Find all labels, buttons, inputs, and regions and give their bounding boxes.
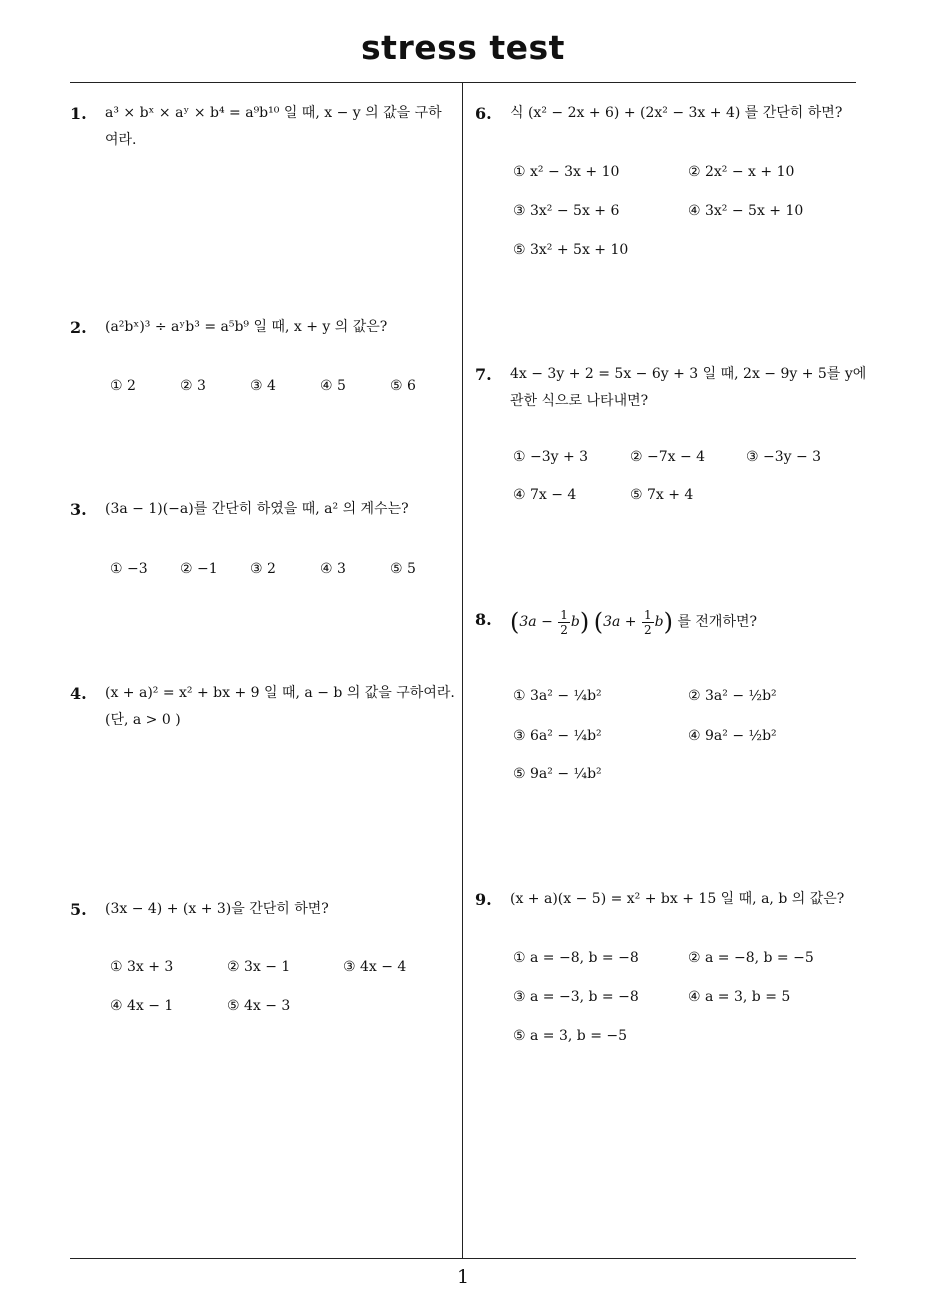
question-text <box>105 680 455 734</box>
answer-option[interactable]: ④ 5 <box>320 378 346 394</box>
answer-option[interactable]: ② 3 <box>180 378 206 394</box>
question-text <box>105 100 442 154</box>
question-text-line-2: 여라. <box>105 132 137 148</box>
answer-option[interactable]: ⑤ 4x − 3 <box>227 998 291 1014</box>
question-number: 2. <box>70 318 87 337</box>
answer-option[interactable]: ④ 3 <box>320 561 346 577</box>
answer-option[interactable]: ⑤ 3x² + 5x + 10 <box>513 242 629 258</box>
answer-option[interactable]: ② a = −8, b = −5 <box>688 950 814 966</box>
answer-option[interactable]: ⑤ a = 3, b = −5 <box>513 1028 628 1044</box>
answer-option[interactable]: ③ 2 <box>250 561 276 577</box>
answer-option[interactable]: ④ 7x − 4 <box>513 487 577 503</box>
answer-option[interactable]: ③ 4 <box>250 378 276 394</box>
answer-option[interactable]: ① 3x + 3 <box>110 959 174 975</box>
answer-option[interactable]: ① −3 <box>110 561 148 577</box>
question-text: (3x − 4) + (x + 3)을 간단히 하면? <box>105 901 329 917</box>
answer-option[interactable]: ④ a = 3, b = 5 <box>688 989 791 1005</box>
answer-option[interactable]: ② 2x² − x + 10 <box>688 164 795 180</box>
answer-option[interactable]: ⑤ 5 <box>390 561 416 577</box>
answer-option[interactable]: ③ 3x² − 5x + 6 <box>513 203 620 219</box>
answer-option[interactable]: ④ 9a² − ½b² <box>688 728 777 744</box>
answer-option[interactable]: ① −3y + 3 <box>513 449 589 465</box>
answer-option[interactable]: ⑤ 7x + 4 <box>630 487 694 503</box>
question-number: 5. <box>70 900 87 919</box>
column-divider <box>462 82 463 1258</box>
question-number: 1. <box>70 104 87 123</box>
question-text-line-2: (단, a > 0 ) <box>105 712 181 728</box>
question-number: 8. <box>475 610 492 629</box>
answer-option[interactable]: ③ 6a² − ¼b² <box>513 728 602 744</box>
answer-option[interactable]: ② −7x − 4 <box>630 449 706 465</box>
answer-option[interactable]: ① 2 <box>110 378 136 394</box>
page-title: stress test <box>361 28 565 67</box>
question-number: 6. <box>475 104 492 123</box>
answer-option[interactable]: ④ 4x − 1 <box>110 998 174 1014</box>
answer-option[interactable]: ⑤ 9a² − ¼b² <box>513 766 602 782</box>
question-text: 식 (x² − 2x + 6) + (2x² − 3x + 4) 를 간단히 하면? <box>510 105 843 121</box>
question-text-line-1: 4x − 3y + 2 = 5x − 6y + 3 일 때, 2x − 9y + 5를 y에 <box>510 366 867 382</box>
question-number: 4. <box>70 684 87 703</box>
question-text: (x + a)(x − 5) = x² + bx + 15 일 때, a, b 의 값은? <box>510 891 845 907</box>
answer-option[interactable]: ② 3x − 1 <box>227 959 291 975</box>
question-text <box>510 361 866 415</box>
answer-option[interactable]: ⑤ 6 <box>390 378 416 394</box>
page-number: 1 <box>456 1266 470 1288</box>
answer-option[interactable]: ② −1 <box>180 561 218 577</box>
question-number: 7. <box>475 365 492 384</box>
question-text-tail: 를 전개하면? <box>677 614 758 630</box>
answer-option[interactable]: ② 3a² − ½b² <box>688 688 777 704</box>
question-text: (3a − $\frac{1}{2}$ b) (3a + $\frac{1}{2}$ b) 를 전개하면? <box>510 607 758 637</box>
question-text: (3a − 1)(−a)를 간단히 하였을 때, a² 의 계수는? <box>105 501 409 517</box>
question-number: 3. <box>70 500 87 519</box>
question-text-line-2: 관한 식으로 나타내면? <box>510 393 649 409</box>
top-divider <box>70 82 856 83</box>
answer-option[interactable]: ① x² − 3x + 10 <box>513 164 620 180</box>
answer-option[interactable]: ① 3a² − ¼b² <box>513 688 602 704</box>
question-text-line-1: (x + a)² = x² + bx + 9 일 때, a − b 의 값을 구하여라. <box>105 685 455 701</box>
question-number: 9. <box>475 890 492 909</box>
answer-option[interactable]: ③ 4x − 4 <box>343 959 407 975</box>
answer-option[interactable]: ④ 3x² − 5x + 10 <box>688 203 804 219</box>
answer-option[interactable]: ① a = −8, b = −8 <box>513 950 639 966</box>
question-text-line-1: a³ × bˣ × aʸ × b⁴ = a⁹b¹⁰ 일 때, x − y 의 값을 구하 <box>105 105 442 121</box>
question-text: (a²bˣ)³ ÷ aʸb³ = a⁵b⁹ 일 때, x + y 의 값은? <box>105 319 388 335</box>
answer-option[interactable]: ③ a = −3, b = −8 <box>513 989 639 1005</box>
bottom-divider <box>70 1258 856 1259</box>
answer-option[interactable]: ③ −3y − 3 <box>746 449 822 465</box>
